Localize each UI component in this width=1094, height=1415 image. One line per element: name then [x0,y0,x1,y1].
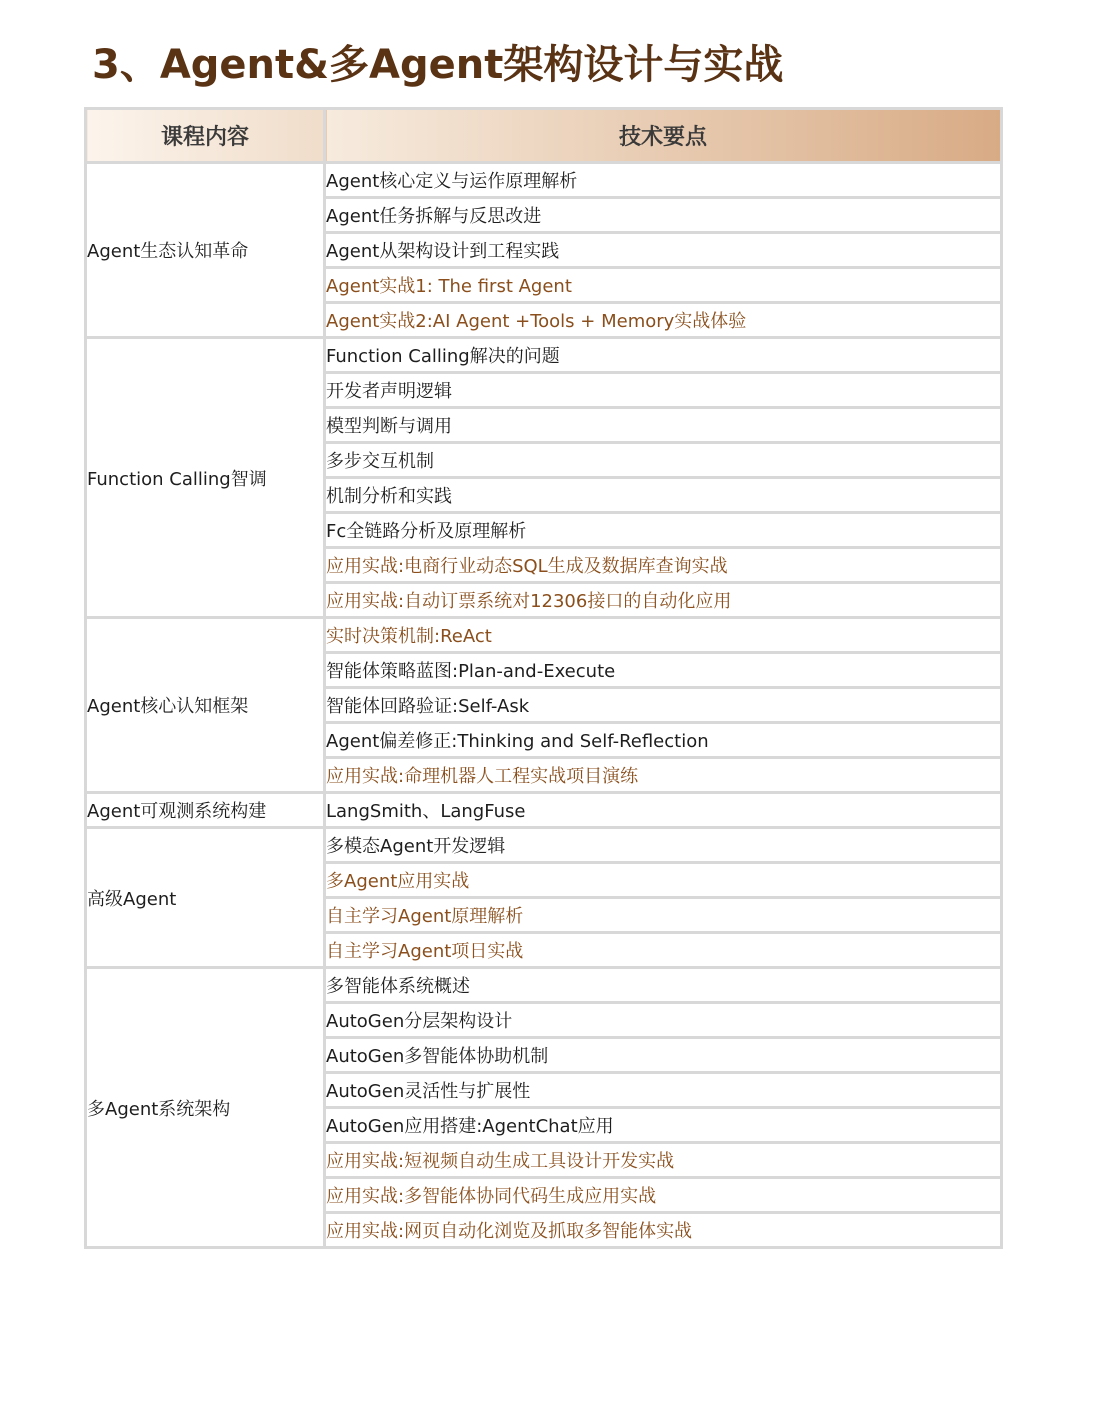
section-topic: 高级Agent [86,828,325,968]
tech-point: 多智能体系统概述 [325,968,1002,1003]
tech-point-practice: 多Agent应用实战 [325,863,1002,898]
tech-point-practice: Agent实战1: The first Agent [325,268,1002,303]
tech-point: AutoGen分层架构设计 [325,1003,1002,1038]
table-row [86,828,1002,863]
tech-point-practice: 实时决策机制:ReAct [325,618,1002,653]
tech-point: 智能体回路验证:Self-Ask [325,688,1002,723]
section-topic: Agent生态认知革命 [86,163,325,338]
tech-point: Function Calling解决的问题 [325,338,1002,373]
table-row [86,793,1002,828]
section-topic: Agent可观测系统构建 [86,793,325,828]
tech-point: Agent任务拆解与反思改进 [325,198,1002,233]
tech-point: 开发者声明逻辑 [325,373,1002,408]
tech-point-practice: 应用实战:命理机器人工程实战项目演练 [325,758,1002,793]
tech-point-practice: 应用实战:自动订票系统对12306接口的自动化应用 [325,583,1002,618]
tech-point-practice: 自主学习Agent项日实战 [325,933,1002,968]
tech-point-practice: 应用实战:短视频自动生成工具设计开发实战 [325,1143,1002,1178]
tech-point: Fc全链路分析及原理解析 [325,513,1002,548]
header-tech-points: 技术要点 [325,109,1002,163]
section-topic: 多Agent系统架构 [86,968,325,1248]
tech-point: 多步交互机制 [325,443,1002,478]
tech-point: AutoGen多智能体协助机制 [325,1038,1002,1073]
table-row [86,618,1002,653]
table-header-row [86,109,1002,163]
page-title: 3、Agent&多Agent架构设计与实战 [92,42,784,88]
tech-point: 机制分析和实践 [325,478,1002,513]
tech-point: Agent偏差修正:Thinking and Self-Reflection [325,723,1002,758]
tech-point-practice: 应用实战:网页自动化浏览及抓取多智能体实战 [325,1213,1002,1248]
tech-point-practice: 应用实战:多智能体协同代码生成应用实战 [325,1178,1002,1213]
section-topic: Agent核心认知框架 [86,618,325,793]
tech-point-practice: Agent实战2:AI Agent +Tools + Memory实战体验 [325,303,1002,338]
tech-point-practice: 应用实战:电商行业动态SQL生成及数据库查询实战 [325,548,1002,583]
tech-point: AutoGen灵活性与扩展性 [325,1073,1002,1108]
tech-point: Agent核心定义与运作原理解析 [325,163,1002,198]
tech-point-practice: 自主学习Agent原理解析 [325,898,1002,933]
header-course-content: 课程内容 [86,109,325,163]
tech-point: 多模态Agent开发逻辑 [325,828,1002,863]
tech-point: 智能体策略蓝图:Plan-and-Execute [325,653,1002,688]
tech-point: 模型判断与调用 [325,408,1002,443]
table-row [86,338,1002,373]
tech-point: AutoGen应用搭建:AgentChat应用 [325,1108,1002,1143]
course-table [84,107,1003,1249]
table-body [86,163,1002,1248]
table-row [86,968,1002,1003]
tech-point: Agent从架构设计到工程实践 [325,233,1002,268]
tech-point: LangSmith、LangFuse [325,793,1002,828]
section-topic: Function Calling智调 [86,338,325,618]
table-row [86,163,1002,198]
